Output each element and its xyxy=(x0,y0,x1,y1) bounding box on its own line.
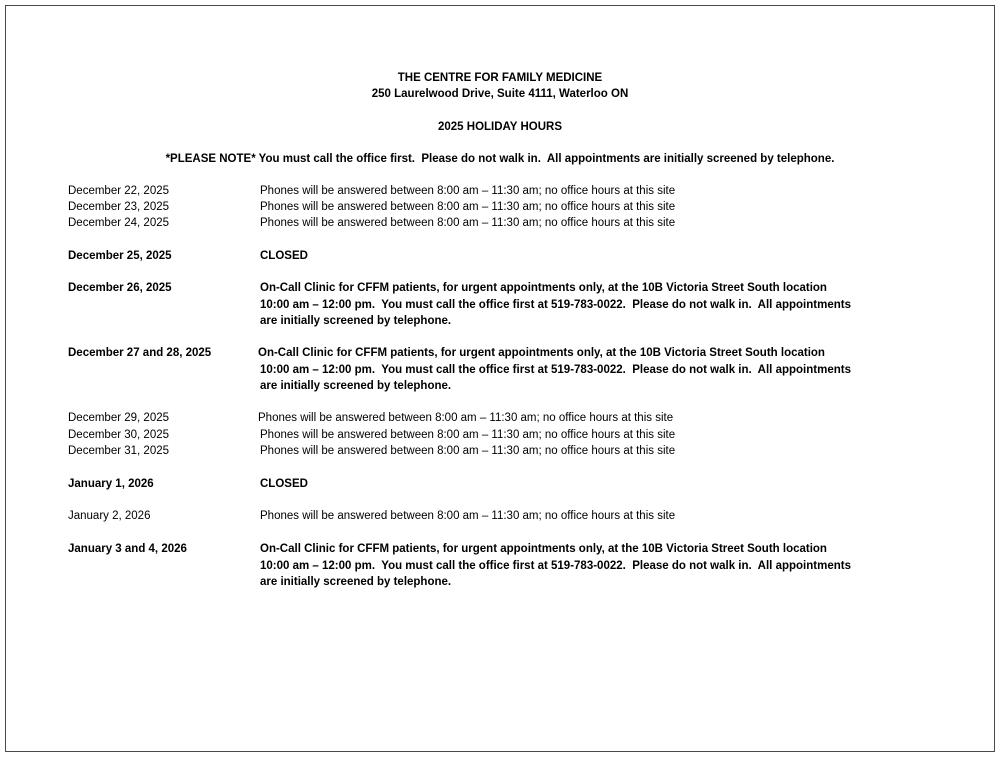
page-title: 2025 HOLIDAY HOURS xyxy=(438,121,562,133)
schedule-line: are initially screened by telephone. xyxy=(260,576,452,588)
schedule-date: December 22, 2025 xyxy=(68,185,170,197)
schedule-description xyxy=(260,541,880,591)
schedule-description: Phones will be answered between 8:00 am – 11:30 am; no office hours at this site xyxy=(258,412,674,424)
schedule-line: 10:00 am – 12:00 pm. You must call the office first at 519-783-0022. Please do not walk in. All appointments xyxy=(260,363,851,376)
schedule-description: Phones will be answered between 8:00 am – 11:30 am; no office hours at this site xyxy=(260,445,676,457)
schedule-line: are initially screened by telephone. xyxy=(260,380,452,392)
schedule-date: December 26, 2025 xyxy=(68,282,172,294)
schedule-line: On-Call Clinic for CFFM patients, for urgent appointments only, at the 10B Victoria Street South location xyxy=(260,282,827,294)
schedule-description xyxy=(260,280,880,330)
schedule-date: January 2, 2026 xyxy=(68,510,151,522)
schedule-date: December 27 and 28, 2025 xyxy=(68,347,212,359)
schedule-line: 10:00 am – 12:00 pm. You must call the office first at 519-783-0022. Please do not walk in. All appointments xyxy=(260,298,851,311)
schedule-date: December 25, 2025 xyxy=(68,250,172,262)
schedule-date: December 30, 2025 xyxy=(68,429,170,441)
schedule-description: CLOSED xyxy=(260,478,308,490)
schedule-date: January 3 and 4, 2026 xyxy=(68,543,187,555)
schedule-line: On-Call Clinic for CFFM patients, for urgent appointments only, at the 10B Victoria Street South location xyxy=(260,543,827,555)
notice-text: *PLEASE NOTE* You must call the office first. Please do not walk in. All appointments are initially screened by telephone. xyxy=(165,153,835,165)
schedule-date: December 24, 2025 xyxy=(68,217,170,229)
schedule-description: CLOSED xyxy=(260,250,308,262)
schedule-date: December 29, 2025 xyxy=(68,412,170,424)
schedule-description: Phones will be answered between 8:00 am – 11:30 am; no office hours at this site xyxy=(260,185,676,197)
schedule-line: 10:00 am – 12:00 pm. You must call the office first at 519-783-0022. Please do not walk in. All appointments xyxy=(260,559,851,572)
schedule-description: Phones will be answered between 8:00 am – 11:30 am; no office hours at this site xyxy=(260,201,676,213)
schedule-date: December 31, 2025 xyxy=(68,445,170,457)
schedule-description: Phones will be answered between 8:00 am – 11:30 am; no office hours at this site xyxy=(260,429,676,441)
schedule-description xyxy=(258,345,878,395)
schedule-line: On-Call Clinic for CFFM patients, for urgent appointments only, at the 10B Victoria Street South location xyxy=(258,347,825,359)
schedule-description: Phones will be answered between 8:00 am – 11:30 am; no office hours at this site xyxy=(260,510,676,522)
document-page xyxy=(5,5,995,752)
schedule-date: December 23, 2025 xyxy=(68,201,170,213)
organization-name: THE CENTRE FOR FAMILY MEDICINE xyxy=(397,72,603,84)
schedule-line: are initially screened by telephone. xyxy=(260,315,452,327)
schedule-date: January 1, 2026 xyxy=(68,478,154,490)
schedule-description: Phones will be answered between 8:00 am – 11:30 am; no office hours at this site xyxy=(260,217,676,229)
organization-address: 250 Laurelwood Drive, Suite 4111, Waterloo ON xyxy=(371,88,629,100)
